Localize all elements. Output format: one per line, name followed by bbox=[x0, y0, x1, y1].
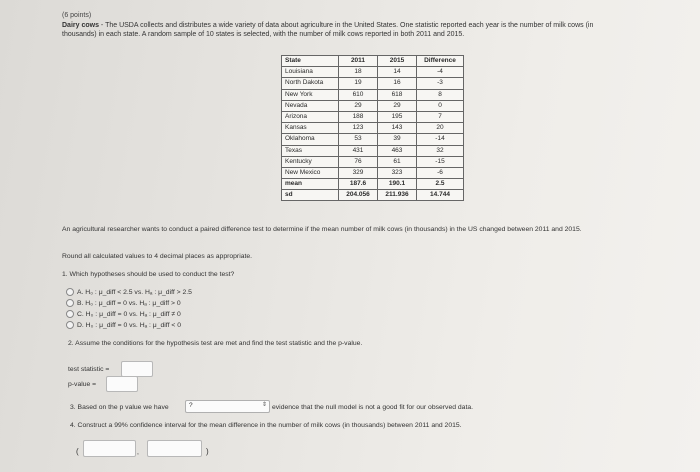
interval-lower-input[interactable] bbox=[83, 440, 136, 457]
table-row bbox=[282, 123, 464, 134]
mean-row bbox=[282, 179, 464, 190]
state-cell: Louisiana bbox=[282, 67, 339, 78]
q2-prompt: 2. Assume the conditions for the hypothesis test are met and find the test statistic and the p-value. bbox=[68, 340, 363, 347]
difference-cell: -4 bbox=[417, 67, 464, 78]
value-2011-cell: 187.6 bbox=[339, 179, 378, 190]
radio-icon[interactable] bbox=[66, 299, 74, 307]
interval-upper-input[interactable] bbox=[147, 440, 202, 457]
value-2015-cell: 29 bbox=[378, 100, 417, 111]
q1-option-d[interactable] bbox=[66, 321, 181, 329]
state-cell: Arizona bbox=[282, 111, 339, 122]
q4-prompt: 4. Construct a 99% confidence interval for the mean difference in the number of milk cows (in thousands) between 2011 and 2015. bbox=[70, 422, 462, 429]
state-cell: mean bbox=[282, 179, 339, 190]
q3-prefix: 3. Based on the p value we have bbox=[70, 404, 169, 411]
table-row bbox=[282, 156, 464, 167]
points-label: (6 points) bbox=[62, 12, 92, 19]
problem-title: Dairy cows bbox=[62, 22, 99, 29]
col-header-state: State bbox=[282, 56, 339, 67]
table-row bbox=[282, 145, 464, 156]
table-row bbox=[282, 167, 464, 178]
value-2011-cell: 123 bbox=[339, 123, 378, 134]
table-row bbox=[282, 100, 464, 111]
table-header-row bbox=[282, 56, 464, 67]
table-row bbox=[282, 89, 464, 100]
value-2011-cell: 76 bbox=[339, 156, 378, 167]
q1-prompt: 1. Which hypotheses should be used to conduct the test? bbox=[62, 271, 235, 278]
table-row bbox=[282, 111, 464, 122]
radio-icon[interactable] bbox=[66, 310, 74, 318]
interval-open-paren: ( bbox=[76, 447, 79, 456]
q1-option-b[interactable] bbox=[66, 299, 181, 307]
state-cell: sd bbox=[282, 190, 339, 201]
value-2015-cell: 211.936 bbox=[378, 190, 417, 201]
p-value-label: p-value = bbox=[68, 381, 97, 388]
value-2011-cell: 610 bbox=[339, 89, 378, 100]
difference-cell: -6 bbox=[417, 167, 464, 178]
difference-cell: -3 bbox=[417, 78, 464, 89]
test-statistic-input[interactable] bbox=[121, 361, 153, 377]
value-2015-cell: 61 bbox=[378, 156, 417, 167]
table-row bbox=[282, 134, 464, 145]
value-2015-cell: 39 bbox=[378, 134, 417, 145]
value-2015-cell: 190.1 bbox=[378, 179, 417, 190]
difference-cell: 7 bbox=[417, 111, 464, 122]
radio-icon[interactable] bbox=[66, 288, 74, 296]
option-c-label: C. H₀ : μ_diff = 0 vs. Hₐ : μ_diff ≠ 0 bbox=[77, 310, 181, 318]
evidence-select[interactable] bbox=[185, 400, 270, 413]
difference-cell: 32 bbox=[417, 145, 464, 156]
difference-cell: 8 bbox=[417, 89, 464, 100]
intro-line-1 bbox=[62, 21, 593, 30]
col-header-difference: Difference bbox=[417, 56, 464, 67]
value-2011-cell: 18 bbox=[339, 67, 378, 78]
value-2011-cell: 53 bbox=[339, 134, 378, 145]
state-cell: New York bbox=[282, 89, 339, 100]
value-2011-cell: 329 bbox=[339, 167, 378, 178]
col-header-2011: 2011 bbox=[339, 56, 378, 67]
instructions-line-2: Round all calculated values to 4 decimal places as appropriate. bbox=[62, 253, 253, 260]
value-2015-cell: 195 bbox=[378, 111, 417, 122]
value-2011-cell: 204.056 bbox=[339, 190, 378, 201]
value-2015-cell: 143 bbox=[378, 123, 417, 134]
state-cell: Nevada bbox=[282, 100, 339, 111]
table-row bbox=[282, 78, 464, 89]
difference-cell: -14 bbox=[417, 134, 464, 145]
chevron-updown-icon: ⇕ bbox=[261, 402, 267, 408]
intro-line-2: thousands) in each state. A random sample of 10 states is selected, with the number of milk cows reported in both 2011 and 2015. bbox=[62, 31, 465, 38]
difference-cell: 14.744 bbox=[417, 190, 464, 201]
radio-icon[interactable] bbox=[66, 321, 74, 329]
option-a-label: A. H₀ : μ_diff < 2.5 vs. Hₐ : μ_diff > 2.5 bbox=[77, 288, 192, 296]
difference-cell: 0 bbox=[417, 100, 464, 111]
state-cell: Texas bbox=[282, 145, 339, 156]
state-cell: New Mexico bbox=[282, 167, 339, 178]
intro-text-1: - The USDA collects and distributes a wide variety of data about agriculture in the United States. One statistic reported each year is the number of milk cows (in bbox=[98, 22, 594, 29]
milk-cows-table bbox=[281, 55, 464, 201]
value-2015-cell: 323 bbox=[378, 167, 417, 178]
state-cell: North Dakota bbox=[282, 78, 339, 89]
instructions-line-1: An agricultural researcher wants to conduct a paired difference test to determine if the mean number of milk cows (in thousands) in the US changed between 2011 and 2015. bbox=[62, 226, 582, 233]
q1-option-c[interactable] bbox=[66, 310, 181, 318]
p-value-input[interactable] bbox=[106, 376, 138, 392]
evidence-select-value: ? bbox=[189, 402, 193, 409]
problem-intro bbox=[62, 21, 593, 39]
interval-close-paren: ) bbox=[206, 447, 209, 456]
state-cell: Oklahoma bbox=[282, 134, 339, 145]
value-2015-cell: 618 bbox=[378, 89, 417, 100]
state-cell: Kentucky bbox=[282, 156, 339, 167]
table-row bbox=[282, 67, 464, 78]
sd-row bbox=[282, 190, 464, 201]
q3-suffix: evidence that the null model is not a good fit for our observed data. bbox=[272, 404, 474, 411]
value-2011-cell: 431 bbox=[339, 145, 378, 156]
value-2015-cell: 463 bbox=[378, 145, 417, 156]
value-2015-cell: 14 bbox=[378, 67, 417, 78]
difference-cell: 20 bbox=[417, 123, 464, 134]
option-d-label: D. H₀ : μ_diff = 0 vs. Hₐ : μ_diff < 0 bbox=[77, 321, 181, 329]
interval-comma: , bbox=[137, 449, 139, 456]
value-2011-cell: 19 bbox=[339, 78, 378, 89]
col-header-2015: 2015 bbox=[378, 56, 417, 67]
state-cell: Kansas bbox=[282, 123, 339, 134]
value-2011-cell: 188 bbox=[339, 111, 378, 122]
option-b-label: B. H₀ : μ_diff = 0 vs. Hₐ : μ_diff > 0 bbox=[77, 299, 181, 307]
q1-option-a[interactable] bbox=[66, 288, 192, 296]
difference-cell: -15 bbox=[417, 156, 464, 167]
value-2011-cell: 29 bbox=[339, 100, 378, 111]
test-statistic-label: test statistic = bbox=[68, 366, 110, 373]
value-2015-cell: 16 bbox=[378, 78, 417, 89]
difference-cell: 2.5 bbox=[417, 179, 464, 190]
